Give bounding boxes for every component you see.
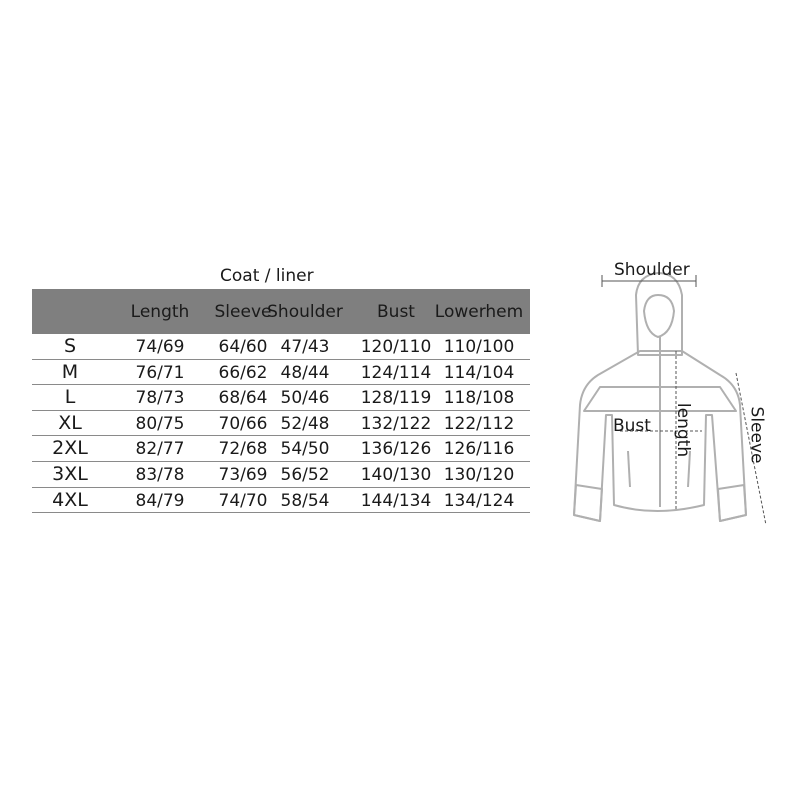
header-lowerhem: Lowerhem: [434, 302, 524, 322]
cell-size: M: [61, 360, 79, 383]
cell-size: 3XL: [52, 462, 88, 485]
table-row: [32, 488, 530, 514]
cell-size: L: [64, 386, 76, 409]
cell-lowerhem: 122/112: [443, 413, 515, 434]
cell-bust: 140/130: [360, 464, 432, 485]
cell-sleeve: 73/69: [218, 464, 268, 485]
cell-length: 74/69: [135, 337, 185, 357]
diagram-label-shoulder: Shoulder: [614, 260, 690, 280]
cell-lowerhem: 114/104: [443, 362, 515, 383]
cell-lowerhem: 118/108: [443, 388, 515, 409]
cell-sleeve: 70/66: [218, 413, 268, 434]
cell-sleeve: 68/64: [218, 388, 268, 409]
cell-sleeve: 74/70: [218, 490, 268, 511]
header-length: Length: [130, 302, 190, 322]
cell-shoulder: 50/46: [280, 388, 330, 409]
cell-length: 83/78: [135, 464, 185, 485]
header-sleeve: Sleeve: [214, 302, 272, 322]
cell-sleeve: 64/60: [218, 337, 268, 357]
cell-bust: 136/126: [360, 439, 432, 460]
cell-lowerhem: 126/116: [443, 439, 515, 460]
header-bust: Bust: [377, 302, 415, 322]
size-table: [32, 289, 530, 513]
left-pocket: [628, 451, 630, 487]
left-cuff: [574, 485, 602, 521]
cell-bust: 144/134: [360, 490, 432, 511]
table-row: [32, 360, 530, 386]
header-shoulder: Shoulder: [267, 302, 343, 322]
cell-shoulder: 52/48: [280, 413, 330, 434]
diagram-label-sleeve: Sleeve: [746, 406, 767, 464]
cell-length: 76/71: [135, 362, 185, 383]
cell-bust: 124/114: [360, 362, 432, 383]
table-row: [32, 411, 530, 437]
cell-size: XL: [58, 411, 82, 434]
diagram-label-bust: Bust: [613, 416, 651, 436]
cell-bust: 128/119: [360, 388, 432, 409]
cell-lowerhem: 134/124: [443, 490, 515, 511]
cell-bust: 120/110: [360, 337, 432, 357]
cell-size: 2XL: [52, 437, 88, 460]
cell-bust: 132/122: [360, 413, 432, 434]
table-row: [32, 334, 530, 360]
cell-lowerhem: 130/120: [443, 464, 515, 485]
cell-size: S: [63, 335, 77, 357]
cell-length: 80/75: [135, 413, 185, 434]
table-row: [32, 462, 530, 488]
cell-shoulder: 56/52: [280, 464, 330, 485]
cell-sleeve: 72/68: [218, 439, 268, 460]
diagram-label-length: length: [673, 402, 694, 458]
hood-face: [644, 295, 674, 337]
cell-length: 84/79: [135, 490, 185, 511]
table-row: [32, 436, 530, 462]
table-row: [32, 385, 530, 411]
table-title: Coat / liner: [220, 266, 314, 286]
table-header-row: [32, 289, 530, 334]
cell-shoulder: 47/43: [280, 337, 330, 357]
cell-size: 4XL: [52, 488, 88, 511]
cell-shoulder: 58/54: [280, 490, 330, 511]
cell-shoulder: 54/50: [280, 439, 330, 460]
cell-length: 82/77: [135, 439, 185, 460]
jacket-diagram: [560, 255, 780, 535]
cell-lowerhem: 110/100: [443, 337, 515, 357]
right-cuff: [718, 485, 746, 521]
cell-length: 78/73: [135, 388, 185, 409]
cell-sleeve: 66/62: [218, 362, 268, 383]
cell-shoulder: 48/44: [280, 362, 330, 383]
